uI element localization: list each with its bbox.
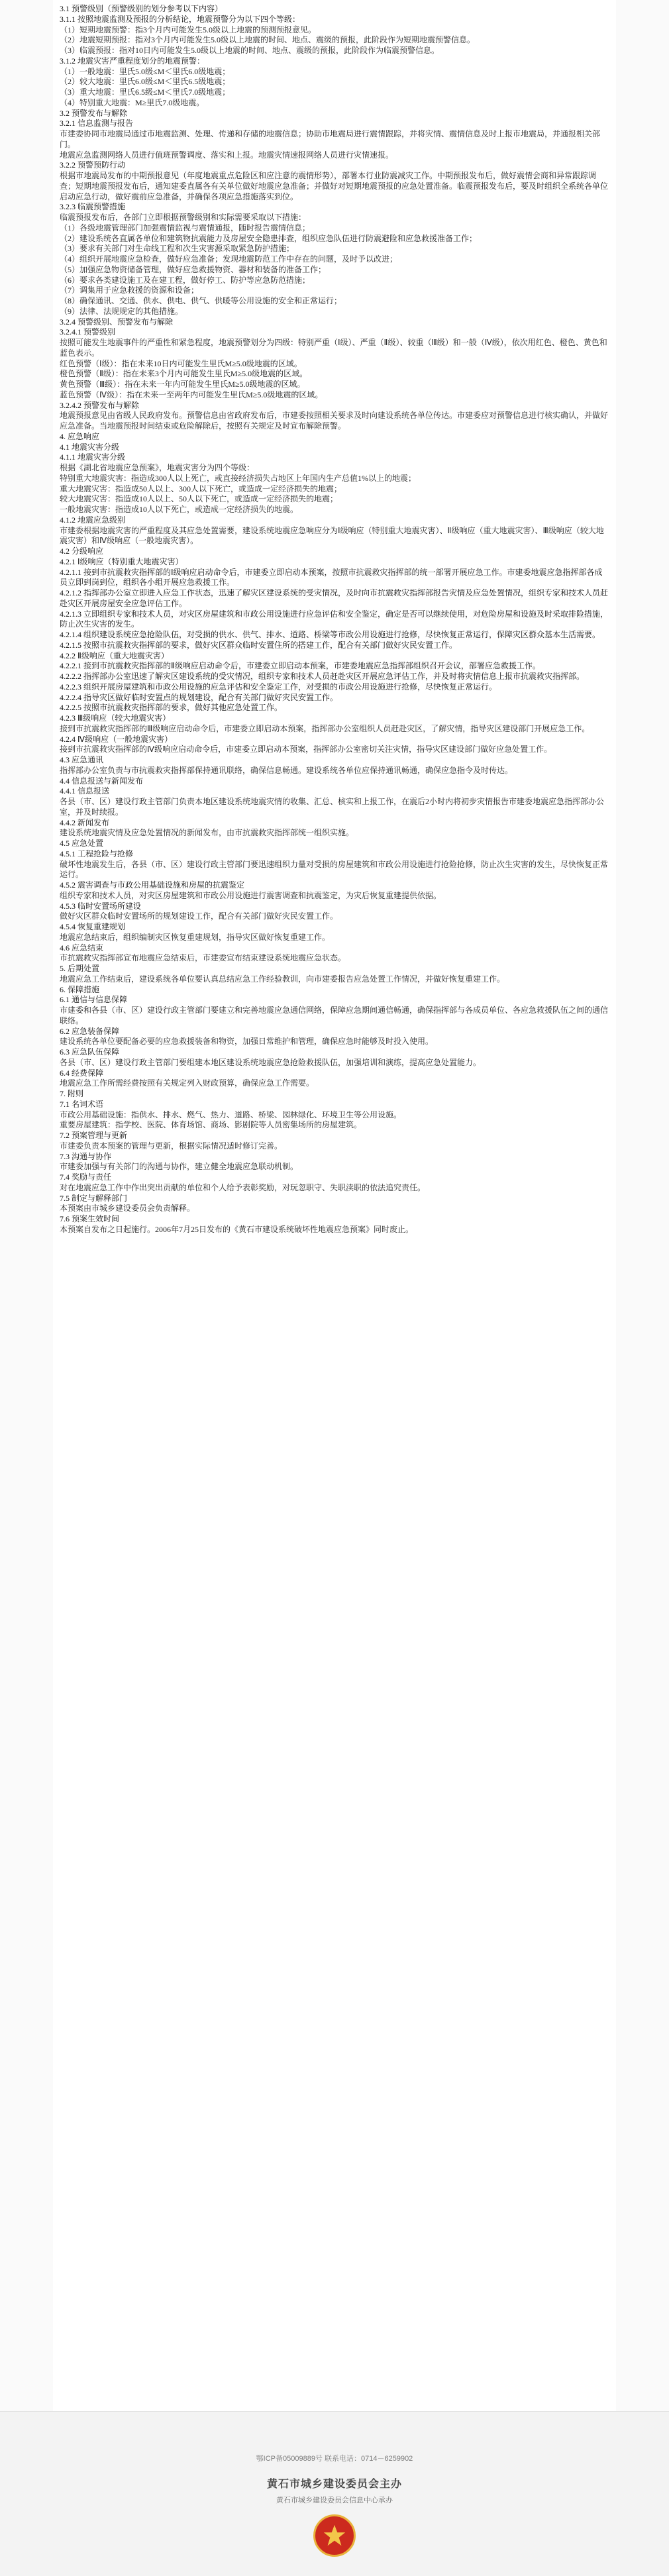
article-paragraph: 临震预报发布后，各部门立即根据预警级别和实际需要采取以下措施： (60, 213, 307, 222)
article-paragraph: 4.2.2.2 指挥部办公室迅速了解灾区建设系统的受灾情况，组织专家和技术人员赶赴灾区开展应急评估工作，并及时将灾情信息上报市抗震救灾指挥部。 (60, 672, 585, 681)
article-paragraph: （6）要求各类建设施工及在建工程，做好停工、防护等应急防范措施； (60, 275, 311, 285)
article-paragraph: 7.1 名词术语 (60, 1099, 104, 1109)
article-paragraph: 4.2.1.4 组织建设系统应急抢险队伍，对受损的供水、供气、排水、道路、桥梁等市政公用设施进行抢修，尽快恢复正常运行，保障灾区群众基本生活需要。 (60, 630, 601, 639)
article-paragraph: 地震应急工作结束后，建设系统各单位要认真总结应急工作经验教训，向市建委报告应急处置工作情况，并做好恢复重建工作。 (60, 974, 505, 984)
footer-organizer: 黄石市城乡建设委员会信息中心承办 (276, 2497, 393, 2504)
article-paragraph: 市政公用基础设施：指供水、排水、燃气、热力、道路、桥梁、园林绿化、环境卫生等公用设施。 (60, 1109, 402, 1119)
article-paragraph: 4.4.1 信息报送 (60, 786, 110, 796)
article-paragraph: 本预案自发布之日起施行。2006年7月25日发布的《黄石市建设系统破坏性地震应急预案》同时废止。 (60, 1224, 414, 1234)
article-paragraph: 4.2.2.4 指导灾区做好临时安置点的规划建设，配合有关部门做好灾民安置工作。 (60, 692, 338, 702)
article-body (53, 0, 616, 2411)
article-paragraph: 4.4.2 新闻发布 (60, 817, 110, 827)
article-paragraph: 破坏性地震发生后，各县（市、区）建设行政主管部门要迅速组织力量对受损的房屋建筑和市政公用设施进行抢险抢修，防止次生灾害的发生，尽快恢复正常运行。 (60, 859, 609, 880)
article-paragraph: 4.5.1 工程抢险与抢修 (60, 849, 134, 858)
article-paragraph: 7.2 预案管理与更新 (60, 1131, 128, 1140)
footer-copyright: 鄂ICP备05009889号 联系电话：0714－6259902 (256, 2455, 413, 2463)
article-paragraph: 地震应急工作所需经费按照有关规定列入财政预算，确保应急工作需要。 (60, 1078, 315, 1088)
article-paragraph: 根据市地震局发布的中期预报意见（年度地震重点危险区和应注意的震情形势），部署本行业防震减灾工作。中期预报发布后，做好震情会商和异常跟踪调查；短期地震预报发布后，通知建委直属各有关单位做好地震应急准备；并做好对短期地震预报的应急处置准备。临震预报发布后，要及时组织全系统各单位启动应急行动，做好震前应急准备，并确保各项应急措施落实到位。 (60, 171, 609, 201)
article-paragraph: 市建委协同市地震局通过市地震监测、处理、传递和存储的地震信息；协助市地震局进行震情跟踪，并将灾情、震情信息及时上报市地震局，并通报相关部门。 (60, 129, 601, 149)
article-paragraph: 4.2.4 Ⅳ级响应（一般地震灾害） (60, 734, 173, 744)
article-paragraph: 4.4 信息报送与新闻发布 (60, 776, 144, 786)
article-paragraph: （8）确保通讯、交通、供水、供电、供气、供暖等公用设施的安全和正常运行； (60, 296, 342, 305)
article-paragraph: 3.1 预警级别（预警级别的划分参考以下内容） (60, 4, 223, 13)
article-paragraph: 3.2.2 预警预防行动 (60, 160, 126, 170)
article-paragraph: （5）加强应急物资储备管理，做好应急救援物资、器材和装备的准备工作； (60, 264, 327, 274)
article-paragraph: 6.4 经费保障 (60, 1068, 104, 1078)
article-paragraph: 重大地震灾害：指造成50人以上、300人以下死亡，或造成一定经济损失的地震； (60, 484, 342, 493)
footer (0, 2411, 669, 2576)
article-paragraph: 3.2.3 临震预警措施 (60, 202, 126, 212)
article-paragraph: 市抗震救灾指挥部宣布地震应急结束后，市建委宣布结束建设系统地震应急状态。 (60, 953, 346, 963)
article-paragraph: 7.3 沟通与协作 (60, 1151, 112, 1161)
article-paragraph: 4.5.4 恢复重建规划 (60, 922, 126, 931)
article-paragraph: （3）临震预报：指对10日内可能发生5.0级以上地震的时间、地点、震级的预报，此阶段作为临震预警信息。 (60, 46, 440, 55)
article-paragraph: 5. 后期处置 (60, 964, 100, 973)
article-paragraph: 按照可能发生地震事件的严重性和紧急程度，地震预警划分为四级：特别严重（Ⅰ级）、严重（Ⅱ级）、较重（Ⅲ级）和一般（Ⅳ级），依次用红色、橙色、黄色和蓝色表示。 (60, 338, 607, 358)
article-paragraph: （4）组织开展地震应急检查，做好应急准备；发现地震防范工作中存在的问题，及时予以改进； (60, 254, 398, 264)
article-paragraph: （3）要求有关部门对生命线工程和次生灾害源采取紧急防护措施； (60, 244, 295, 254)
article-paragraph: （9）法律、法规规定的其他措施。 (60, 306, 183, 316)
article-paragraph: 4.2.1 Ⅰ级响应（特别重大地震灾害） (60, 556, 183, 566)
article-paragraph: 4.2.1.2 指挥部办公室立即进入应急工作状态，迅速了解灾区建设系统的受灾情况，及时向市抗震救灾指挥部报告灾情及应急处置情况，组织专家和技术人员赶赴灾区开展房屋安全应急评估工作。 (60, 588, 609, 608)
article-paragraph: 4.2.2 Ⅱ级响应（重大地震灾害） (60, 650, 169, 660)
article-paragraph: 4.2.3 Ⅲ级响应（较大地震灾害） (60, 713, 171, 723)
article-paragraph: 地震应急结束后，组织编制灾区恢复重建规划，指导灾区做好恢复重建工作。 (60, 932, 331, 942)
article-paragraph: 7.5 制定与解释部门 (60, 1193, 128, 1203)
article-paragraph: 市建委和各县（市、区）建设行政主管部门要建立和完善地震应急通信网络，保障应急期间通信畅通，确保指挥部与各成员单位、各应急救援队伍之间的通信联络。 (60, 1005, 609, 1025)
article-paragraph: 对在地震应急工作中作出突出贡献的单位和个人给予表彰奖励，对玩忽职守、失职渎职的依法追究责任。 (60, 1182, 426, 1192)
article-paragraph: 4.2.2.3 组织开展房屋建筑和市政公用设施的应急评估和安全鉴定工作，对受损的市政公用设施进行抢修，尽快恢复正常运行。 (60, 682, 497, 692)
article-paragraph: 6.1 通信与信息保障 (60, 995, 128, 1005)
article-paragraph: 一般地震灾害：指造成10人以下死亡，或造成一定经济损失的地震。 (60, 505, 299, 514)
article-paragraph: 各县（市、区）建设行政主管部门负责本地区建设系统地震灾情的收集、汇总、核实和上报工作，在震后2小时内将初步灾情报告市建委地震应急指挥部办公室，并及时续报。 (60, 797, 605, 817)
article-paragraph: 3.2.4.1 预警级别 (60, 327, 116, 337)
article-paragraph: 黄色预警（Ⅲ级）：指在未来一年内可能发生里氏M≥5.0级地震的区域。 (60, 380, 305, 389)
article-paragraph: 做好灾区群众临时安置场所的规划建设工作，配合有关部门做好灾民安置工作。 (60, 911, 338, 921)
article-paragraph: 市建委加强与有关部门的沟通与协作，建立健全地震应急联动机制。 (60, 1162, 299, 1172)
article-paragraph: 重要房屋建筑：指学校、医院、体育场馆、商场、影剧院等人员密集场所的房屋建筑。 (60, 1120, 362, 1130)
article-paragraphs (53, 0, 616, 1235)
article-paragraph: 4.2 分级响应 (60, 546, 104, 556)
article-paragraph: 建设系统各单位要配备必要的应急救援装备和物资，加强日常维护和管理，确保应急时能够及时投入使用。 (60, 1037, 434, 1047)
article-paragraph: 3.2 预警发布与解除 (60, 108, 128, 118)
article-paragraph: 6.2 应急装备保障 (60, 1026, 120, 1036)
article-paragraph: 3.1.2 地震灾害严重程度划分的地震预警： (60, 56, 205, 66)
article-paragraph: 接到市抗震救灾指挥部的Ⅲ级响应启动命令后，市建委立即启动本预案，指挥部办公室组织人员赶赴灾区，了解灾情，指导灾区建设部门开展应急工作。 (60, 723, 590, 733)
article-paragraph: 组织专家和技术人员，对灾区房屋建筑和市政公用设施进行震害调查和抗震鉴定，为灾后恢复重建提供依据。 (60, 890, 442, 900)
article-paragraph: 4.1.1 地震灾害分级 (60, 452, 126, 462)
article-paragraph: 特别重大地震灾害：指造成300人以上死亡，或直接经济损失占地区上年国内生产总值1%以上的地震； (60, 473, 416, 483)
article-paragraph: （4）特别重大地震：M≥里氏7.0级地震。 (60, 97, 205, 107)
article-paragraph: 6. 保障措施 (60, 984, 100, 994)
article-paragraph: 3.2.4 预警级别、预警发布与解除 (60, 317, 174, 327)
article-paragraph: （2）较大地震：里氏6.0级≤M＜里氏6.5级地震； (60, 77, 231, 87)
article-paragraph: 红色预警（Ⅰ级）：指在未来10日内可能发生里氏M≥5.0级地震的区域。 (60, 358, 302, 368)
article-paragraph: 4.2.1.5 按照市抗震救灾指挥部的要求，做好灾区群众临时安置住所的搭建工作，配合有关部门做好灾民安置工作。 (60, 640, 458, 650)
article-paragraph: 较大地震灾害：指造成10人以上、50人以下死亡，或造成一定经济损失的地震； (60, 494, 338, 504)
article-paragraph: （2）地震短期预报：指对3个月内可能发生5.0级以上地震的时间、地点、震级的预报，此阶段作为短期地震预警信息。 (60, 35, 476, 45)
article-paragraph: 4.6 应急结束 (60, 943, 104, 953)
article-paragraph: （1）短期地震预警：指3个月内可能发生5.0级以上地震的预测预报意见。 (60, 25, 317, 34)
article-paragraph: 4.5.3 临时安置场所建设 (60, 901, 142, 911)
article-paragraph: 4.2.2.1 接到市抗震救灾指挥部的Ⅱ级响应启动命令后，市建委立即启动本预案，市建委地震应急指挥部组织召开会议，部署应急救援工作。 (60, 661, 540, 671)
article-paragraph: 橙色预警（Ⅱ级）：指在未来3个月内可能发生里氏M≥5.0级地震的区域。 (60, 369, 308, 379)
article-paragraph: （2）建设系统各直属各单位和建筑物抗震能力及房屋安全隐患排查，组织应急队伍进行防震避险和应急救援准备工作； (60, 233, 478, 243)
article-paragraph: 4.2.2.5 按照市抗震救灾指挥部的要求，做好其他应急处置工作。 (60, 703, 283, 713)
article-paragraph: 4.5.2 震害调查与市政公用基础设施和房屋的抗震鉴定 (60, 880, 245, 890)
article-paragraph: 指挥部办公室负责与市抗震救灾指挥部保持通讯联络，确保信息畅通。建设系统各单位应保持通讯畅通，确保应急指令及时传达。 (60, 765, 513, 775)
article-paragraph: 6.3 应急队伍保障 (60, 1047, 120, 1056)
article-paragraph: 地震预报意见由省级人民政府发布。预警信息由省政府发布后，市建委按照相关要求及时向建设系统各单位传达。市建委应对预警信息进行核实确认，并做好应急准备。当地震预报时间结束或危险解除后，按照有关规定及时宣布解除预警。 (60, 411, 609, 431)
article-paragraph: 根据《湖北省地震应急预案》，地震灾害分为四个等级： (60, 463, 255, 472)
article-paragraph: 4.3 应急通讯 (60, 755, 104, 764)
article-paragraph: 市建委负责本预案的管理与更新，根据实际情况适时修订完善。 (60, 1141, 283, 1151)
article-paragraph: （1）各级地震管理部门加强震情监视与震情通报，随时报告震情信息； (60, 223, 311, 232)
emblem-icon (313, 2514, 356, 2557)
article-paragraph: 4.1 地震灾害分级 (60, 442, 120, 452)
article-paragraph: 各县（市、区）建设行政主管部门要组建本地区建设系统地震应急抢险救援队伍，加强培训和演练，提高应急处置能力。 (60, 1057, 482, 1067)
article-paragraph: 7.6 预案生效时间 (60, 1214, 120, 1223)
footer-sponsor: 黄石市城乡建设委员会主办 (266, 2479, 402, 2490)
article-paragraph: （1）一般地震：里氏5.0级≤M＜里氏6.0级地震； (60, 66, 231, 76)
article-paragraph: （3）重大地震：里氏6.5级≤M＜里氏7.0级地震； (60, 87, 231, 97)
article-paragraph: 接到市抗震救灾指挥部的Ⅳ级响应启动命令后，市建委立即启动本预案，指挥部办公室密切关注灾情，指导灾区建设部门做好应急处置工作。 (60, 745, 552, 754)
article-paragraph: （7）调集用于应急救援的资源和设备； (60, 285, 199, 295)
article-paragraph: 市建委根据地震灾害的严重程度及其应急处置需要，建设系统地震应急响应分为Ⅰ级响应（特别重大地震灾害）、Ⅱ级响应（重大地震灾害）、Ⅲ级响应（较大地震灾害）和Ⅳ级响应（一般地震灾害）。 (60, 525, 604, 546)
article-paragraph: 4.1.2 地震应急级别 (60, 515, 126, 525)
article-paragraph: 4. 应急响应 (60, 431, 100, 441)
star-icon (322, 2523, 347, 2548)
article-paragraph: 4.2.1.1 接到市抗震救灾指挥部的Ⅰ级响应启动命令后，市建委立即启动本预案，按照市抗震救灾指挥部的统一部署开展应急工作。市建委地震应急指挥部各成员立即到岗到位，组织各小组开展应急救援工作。 (60, 567, 603, 588)
article-paragraph: 3.2.4.2 预警发布与解除 (60, 400, 140, 410)
article-paragraph: 7.4 奖励与责任 (60, 1172, 112, 1182)
article-paragraph: 建设系统地震灾情及应急处置情况的新闻发布，由市抗震救灾指挥部统一组织实施。 (60, 828, 354, 838)
article-paragraph: 本预案由市城乡建设委员会负责解释。 (60, 1204, 195, 1213)
article-paragraph: 地震应急监测网络人员进行值班预警调度、落实和上报。地震灾情速报网络人员进行灾情速报。 (60, 150, 394, 160)
article-paragraph: 7. 附则 (60, 1089, 84, 1098)
article-paragraph: 3.1.1 按照地震监测及预报的分析结论，地震预警分为以下四个等级： (60, 14, 301, 24)
article-paragraph: 蓝色预警（Ⅳ级）：指在未来一至两年内可能发生里氏M≥5.0级地震的区域。 (60, 389, 323, 399)
article-paragraph: 4.2.1.3 立即组织专家和技术人员，对灾区房屋建筑和市政公用设施进行应急评估和安全鉴定，确定是否可以继续使用，对危险房屋和设施及时采取排险措施，防止次生灾害的发生。 (60, 609, 609, 629)
article-paragraph: 3.2.1 信息监测与报告 (60, 119, 134, 129)
article-paragraph: 4.5 应急处置 (60, 839, 104, 848)
